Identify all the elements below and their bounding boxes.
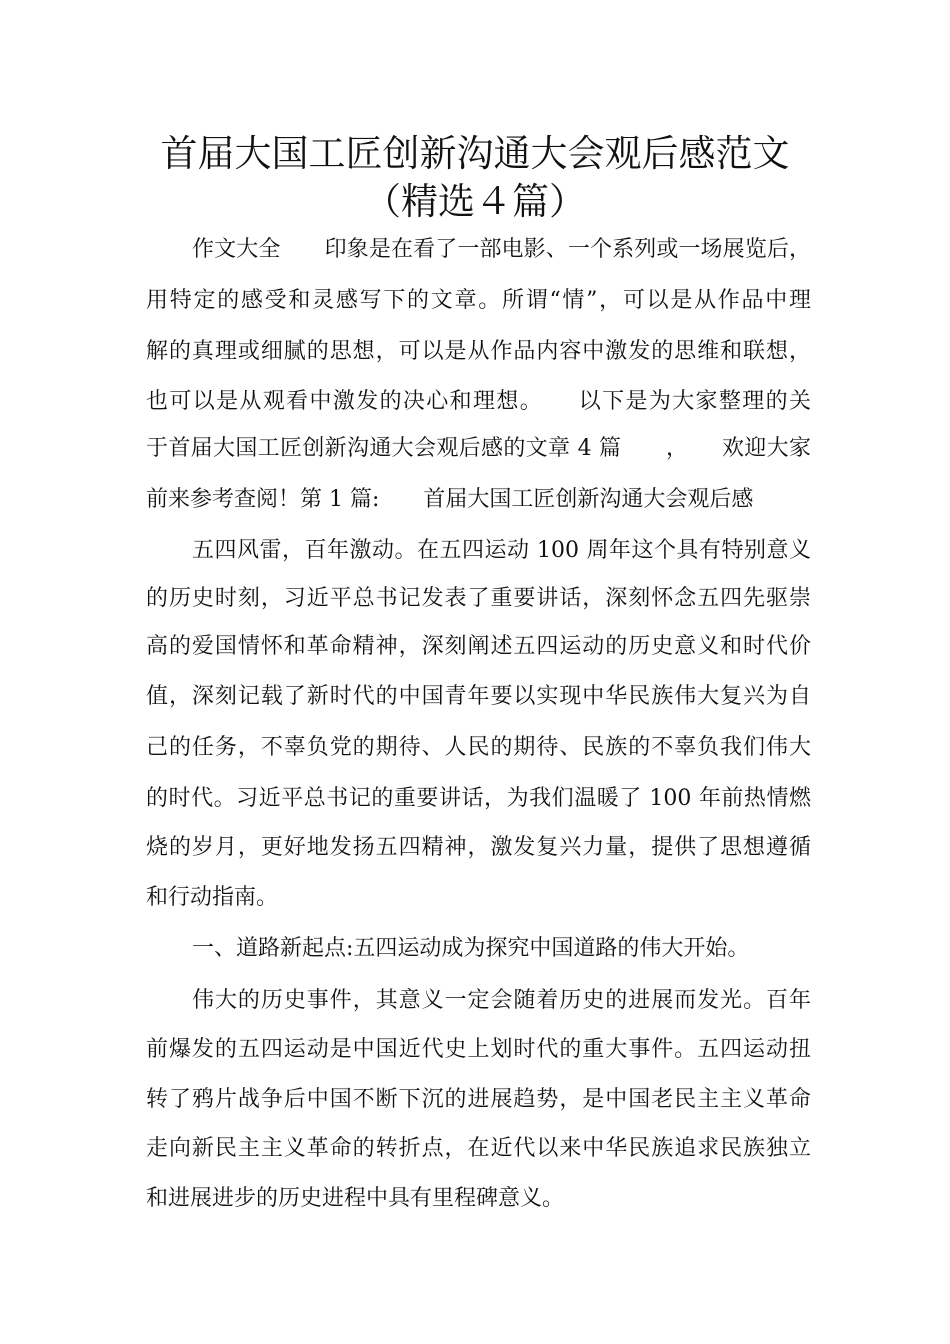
body-line: 的时代。习近平总书记的重要讲话，为我们温暖了 100 年前热情燃 xyxy=(146,786,811,811)
body-line: 和进展进步的历史进程中具有里程碑意义。 xyxy=(146,1186,565,1211)
body-line: 伟大的历史事件，其意义一定会随着历史的进展而发光。百年 xyxy=(192,988,811,1013)
body-line: 前爆发的五四运动是中国近代史上划时代的重大事件。五四运动扭 xyxy=(146,1037,811,1062)
body-line: 和行动指南。 xyxy=(146,885,279,910)
intro-line: 解的真理或细腻的思想，可以是从作品内容中激发的思维和联想， xyxy=(146,339,811,364)
intro-line: 用特定的感受和灵感写下的文章。所谓“情”，可以是从作品中理 xyxy=(146,288,811,313)
document-title: 首届大国工匠创新沟通大会观后感范文 xyxy=(160,132,790,175)
intro-line: 也可以是从观看中激发的决心和理想。 以下是为大家整理的关 xyxy=(146,389,811,414)
intro-line: 前来参考查阅！第 1 篇: 首届大国工匠创新沟通大会观后感 xyxy=(146,487,754,512)
section-heading: 一、道路新起点:五四运动成为探究中国道路的伟大开始。 xyxy=(192,936,750,961)
body-line: 己的任务，不辜负党的期待、人民的期待、民族的不辜负我们伟大 xyxy=(146,735,811,760)
body-line: 值，深刻记载了新时代的中国青年要以实现中华民族伟大复兴为自 xyxy=(146,684,811,709)
body-line: 走向新民主主义革命的转折点，在近代以来中华民族追求民族独立 xyxy=(146,1136,811,1161)
body-line: 的历史时刻，习近平总书记发表了重要讲话，深刻怀念五四先驱崇 xyxy=(146,586,811,611)
body-line: 转了鸦片战争后中国不断下沉的进展趋势，是中国老民主主义革命 xyxy=(146,1087,811,1112)
intro-line: 于首届大国工匠创新沟通大会观后感的文章 4 篇 ， 欢迎大家 xyxy=(146,436,811,461)
body-line: 五四风雷，百年激动。在五四运动 100 周年这个具有特别意义 xyxy=(192,538,811,563)
body-line: 高的爱国情怀和革命精神，深刻阐述五四运动的历史意义和时代价 xyxy=(146,634,811,659)
body-line: 烧的岁月，更好地发扬五四精神，激发复兴力量，提供了思想遵循 xyxy=(146,835,811,860)
intro-line: 作文大全 印象是在看了一部电影、一个系列或一场展览后， xyxy=(192,237,811,262)
document-subtitle: （精选４篇） xyxy=(364,180,586,223)
